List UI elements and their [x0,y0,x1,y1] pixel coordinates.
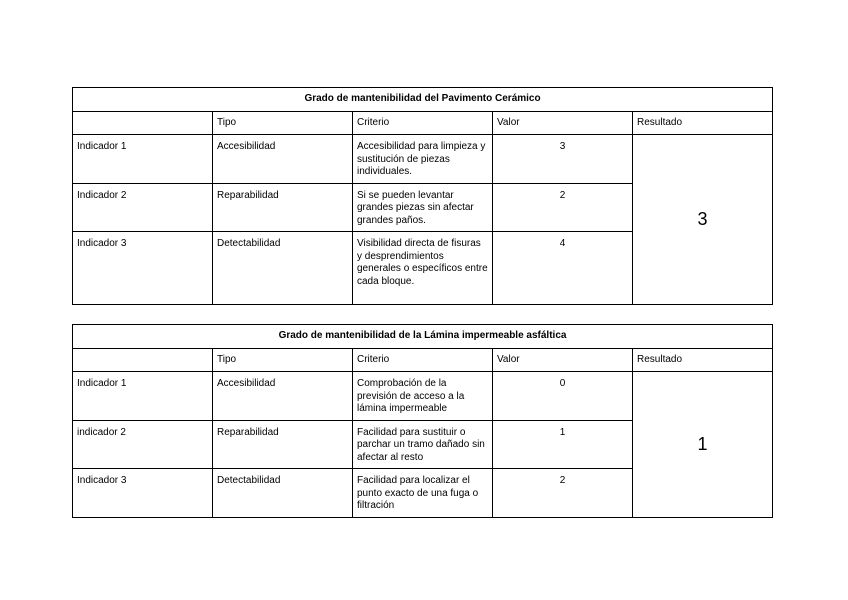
column-header-valor: Valor [493,112,633,135]
column-header-valor: Valor [493,349,633,372]
tipo-cell: Detectabilidad [213,469,353,518]
maintainability-table-ceramic [72,87,773,305]
column-header-tipo: Tipo [213,349,353,372]
column-header-criterio: Criterio [353,349,493,372]
valor-cell: 1 [493,420,633,469]
resultado-cell: 3 [633,135,773,305]
table-title: Grado de mantenibilidad del Pavimento Cerámico [73,88,773,112]
criterio-cell: Visibilidad directa de fisuras y desprendimientos generales o específicos entre cada bloque. [353,232,493,305]
tipo-cell: Accesibilidad [213,135,353,184]
maintainability-table-membrane [72,324,773,518]
tipo-cell: Reparabilidad [213,420,353,469]
indicador-cell: Indicador 1 [73,135,213,184]
tipo-cell: Accesibilidad [213,372,353,421]
column-header-resultado: Resultado [633,112,773,135]
column-header-tipo: Tipo [213,112,353,135]
valor-cell: 2 [493,469,633,518]
indicador-cell: Indicador 3 [73,469,213,518]
column-header-criterio: Criterio [353,112,493,135]
tipo-cell: Detectabilidad [213,232,353,305]
valor-cell: 0 [493,372,633,421]
table-row [73,372,773,421]
column-header-empty [73,349,213,372]
table-row [73,135,773,184]
indicador-cell: Indicador 3 [73,232,213,305]
tipo-cell: Reparabilidad [213,183,353,232]
resultado-cell: 1 [633,372,773,518]
indicador-cell: indicador 2 [73,420,213,469]
criterio-cell: Facilidad para localizar el punto exacto de una fuga o filtración [353,469,493,518]
criterio-cell: Comprobación de la previsión de acceso a la lámina impermeable [353,372,493,421]
table-title: Grado de mantenibilidad de la Lámina impermeable asfáltica [73,325,773,349]
column-header-empty [73,112,213,135]
criterio-cell: Accesibilidad para limpieza y sustitución de piezas individuales. [353,135,493,184]
valor-cell: 4 [493,232,633,305]
column-header-resultado: Resultado [633,349,773,372]
criterio-cell: Si se pueden levantar grandes piezas sin afectar grandes paños. [353,183,493,232]
criterio-cell: Facilidad para sustituir o parchar un tramo dañado sin afectar al resto [353,420,493,469]
valor-cell: 3 [493,135,633,184]
indicador-cell: Indicador 1 [73,372,213,421]
indicador-cell: Indicador 2 [73,183,213,232]
valor-cell: 2 [493,183,633,232]
